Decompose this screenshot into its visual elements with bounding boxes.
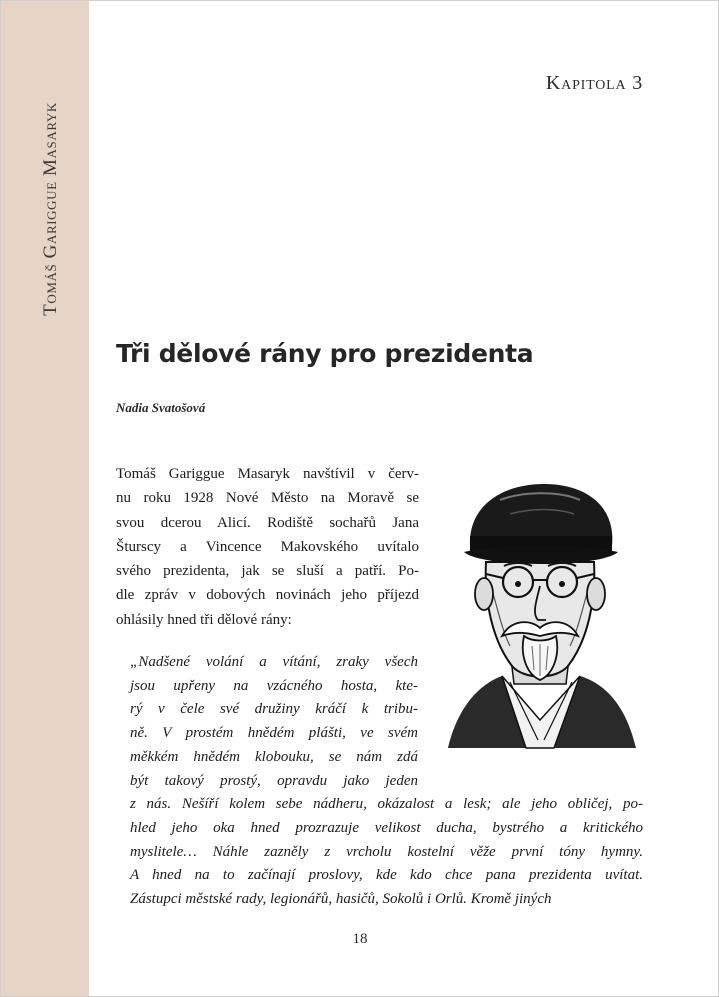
paragraph-line: dle zpráv v dobových novinách jeho příjezd (116, 587, 419, 604)
quote-line: měkkém hnědém klobouku, se nám zdá (130, 748, 418, 765)
paragraph-line: ohlásily hned tři dělové rány: (116, 611, 292, 628)
running-head: Tomáš Gariggue Masaryk (40, 102, 61, 316)
article-author: Nadia Svatošová (116, 400, 206, 415)
paragraph-line: Šturscy a Vincence Makovského uvítalo (116, 538, 419, 555)
quote-line: hled jeho oka hned prozrazuje velikost ducha, bystrého a kritického (130, 819, 643, 836)
sidebar (1, 1, 89, 996)
quote-line: Zástupci městské rady, legionářů, hasičů, Sokolů i Orlů. Kromě jiných (130, 891, 552, 908)
quote-line: být takový prostý, opravdu jako jeden (130, 772, 418, 789)
quote-line: A hned na to začínají proslovy, kde kdo chce pana prezidenta uvítat. (130, 867, 643, 884)
article-title: Tři dělové rány pro prezidenta (116, 339, 534, 368)
quote-line: myslitele… Náhle zazněly z vrcholu kostelní věže první tóny hymny. (130, 843, 643, 860)
paragraph-line: svou dcerou Alicí. Rodiště sochařů Jana (116, 514, 419, 531)
quote-line: „Nadšené volání a vítání, zraky všech (130, 654, 418, 670)
quote-line: ně. V prostém hnědém plášti, ve svém (130, 725, 418, 742)
quote-line: z nás. Nešíří kolem sebe nádheru, okázalost a lesk; ale jeho obličej, po- (130, 796, 643, 813)
quote-line: jsou upřeny na vzácného hosta, kte- (130, 677, 418, 694)
quote-line: rý v čele své družiny kráčí k tribu- (130, 701, 418, 718)
chapter-heading: Kapitola 3 (545, 72, 643, 94)
paragraph-line: nu roku 1928 Nové Město na Moravě se (116, 490, 419, 507)
paragraph-line: Tomáš Gariggue Masaryk navštívil v červ- (116, 466, 419, 482)
page-number: 18 (352, 931, 368, 947)
paragraph-line: svého prezidenta, jak se sluší a patří. Po- (116, 563, 419, 580)
masaryk-caricature-icon (440, 470, 640, 752)
intro-paragraph (116, 462, 419, 632)
